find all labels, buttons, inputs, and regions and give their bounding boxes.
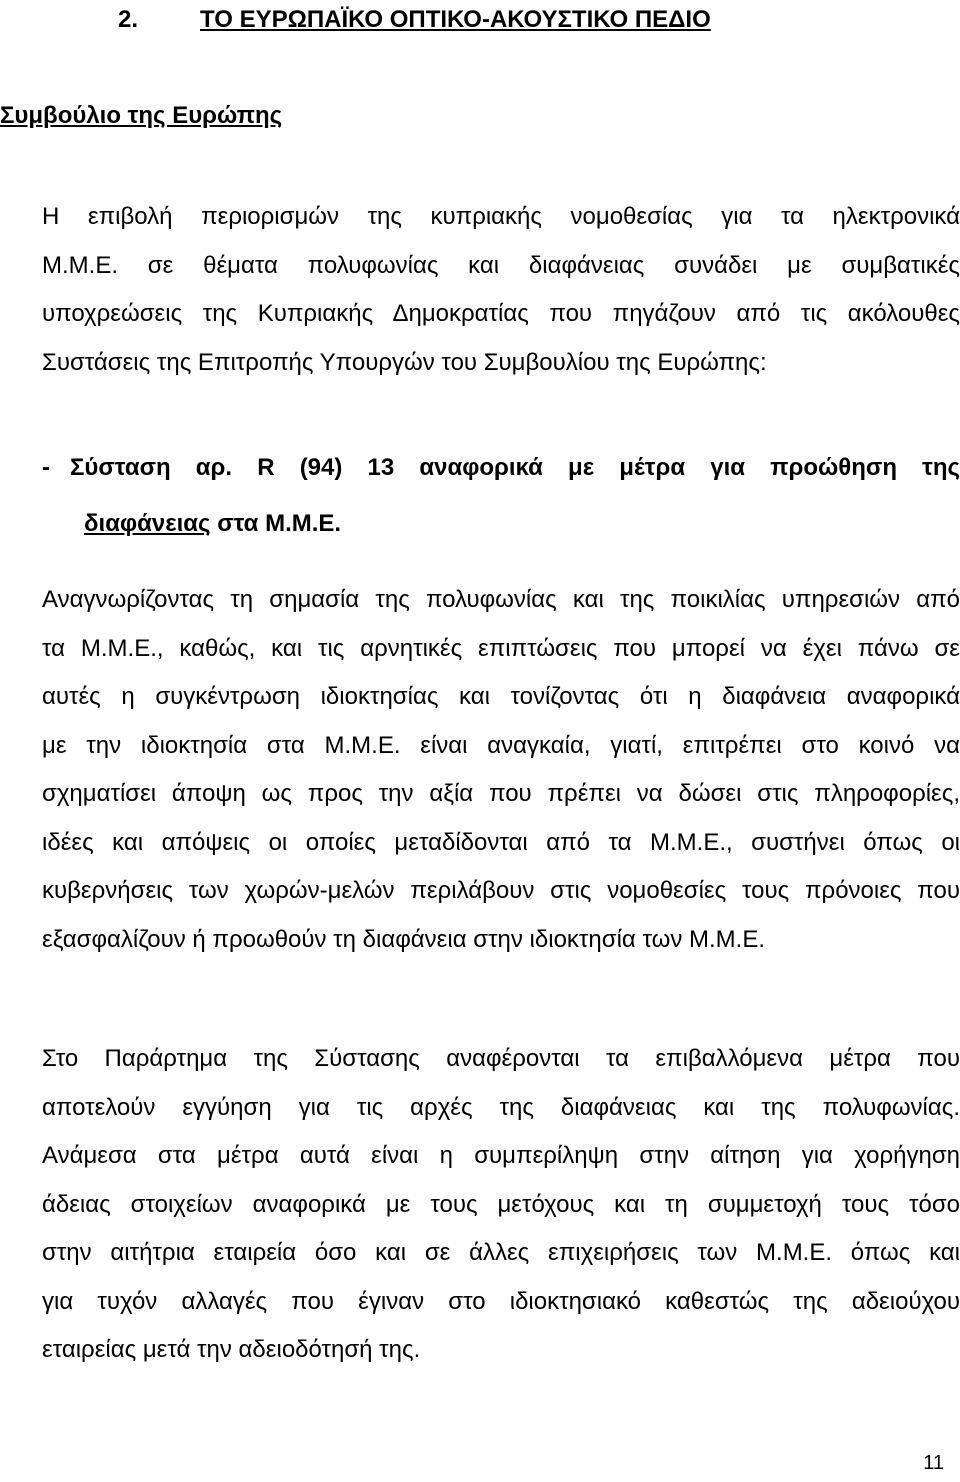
section-title: ΤΟ ΕΥΡΩΠΑΪΚΟ ΟΠΤΙΚΟ-ΑΚΟΥΣΤΙΚΟ ΠΕΔΙΟ	[200, 6, 711, 33]
section-number: 2.	[118, 6, 139, 33]
recommendation-item	[42, 440, 960, 552]
intro-paragraph	[42, 193, 960, 387]
section-heading	[118, 2, 711, 38]
recommendation-line-2	[42, 496, 960, 552]
paragraph-line: Ανάμεσα στα μέτρα αυτά είναι η συμπερίληψη στην αίτηση για χορήγηση	[42, 1142, 960, 1169]
paragraph-line: τα Μ.Μ.Ε., καθώς, και τις αρνητικές επιπτώσεις που μπορεί να έχει πάνω σε	[42, 634, 960, 662]
paragraph-line: εταιρείας μετά την αδειοδότησή της.	[42, 1336, 421, 1363]
paragraph-line: σχηματίσει άποψη ως προς την αξία που πρέπει να δώσει στις πληροφορίες,	[42, 780, 960, 807]
paragraph-line: άδειας στοιχείων αναφορικά με τους μετόχους και τη συμμετοχή τους τόσο	[42, 1190, 960, 1218]
paragraph-line: στην αιτήτρια εταιρεία όσο και σε άλλες επιχειρήσεις των Μ.Μ.Ε. όπως και	[42, 1239, 960, 1266]
paragraph-line: ιδέες και απόψεις οι οποίες μεταδίδονται από τα Μ.Μ.Ε., συστήνει όπως οι	[42, 828, 960, 856]
paragraph-line: Η επιβολή περιορισμών της κυπριακής νομοθεσίας για τα ηλεκτρονικά	[42, 203, 960, 230]
body-paragraph	[42, 576, 960, 964]
recommendation-underlined-word: διαφάνειας	[84, 510, 211, 537]
paragraph-line: Αναγνωρίζοντας τη σημασία της πολυφωνίας και της ποικιλίας υπηρεσιών από	[42, 586, 960, 613]
recommendation-line-2-rest: στα Μ.Μ.Ε.	[210, 510, 342, 537]
paragraph-line: εξασφαλίζουν ή προωθούν τη διαφάνεια στην ιδιοκτησία των Μ.Μ.Ε.	[42, 925, 765, 953]
paragraph-line: κυβερνήσεις των χωρών-μελών περιλάβουν στις νομοθεσίες τους πρόνοιες που	[42, 877, 960, 904]
paragraph-line: Συστάσεις της Επιτροπής Υπουργών του Συμβουλίου της Ευρώπης:	[42, 348, 767, 376]
paragraph-line: υποχρεώσεις της Κυπριακής Δημοκρατίας που πηγάζουν από τις ακόλουθες	[42, 300, 960, 327]
page-number: 11	[923, 1452, 944, 1474]
paragraph-line: αποτελούν εγγύηση για τις αρχές της διαφάνειας και της πολυφωνίας.	[42, 1093, 960, 1121]
list-dash: -	[42, 454, 50, 481]
annex-paragraph	[42, 1035, 960, 1375]
paragraph-line: Μ.Μ.Ε. σε θέματα πολυφωνίας και διαφάνειας συνάδει με συμβατικές	[42, 251, 960, 279]
recommendation-line-1	[42, 440, 960, 496]
paragraph-line: Στο Παράρτημα της Σύστασης αναφέρονται τα επιβαλλόμενα μέτρα που	[42, 1045, 960, 1072]
paragraph-line: με την ιδιοκτησία στα Μ.Μ.Ε. είναι αναγκαία, γιατί, επιτρέπει στο κοινό να	[42, 731, 960, 759]
paragraph-line: για τυχόν αλλαγές που έγιναν στο ιδιοκτησιακό καθεστώς της αδειούχου	[42, 1287, 960, 1315]
recommendation-title: Σύσταση αρ. R (94) 13 αναφορικά με μέτρα για προώθηση της	[70, 454, 960, 481]
paragraph-line: αυτές η συγκέντρωση ιδιοκτησίας και τονίζοντας ότι η διαφάνεια αναφορικά	[42, 683, 960, 710]
section-subtitle: Συμβούλιο της Ευρώπης	[0, 102, 283, 129]
